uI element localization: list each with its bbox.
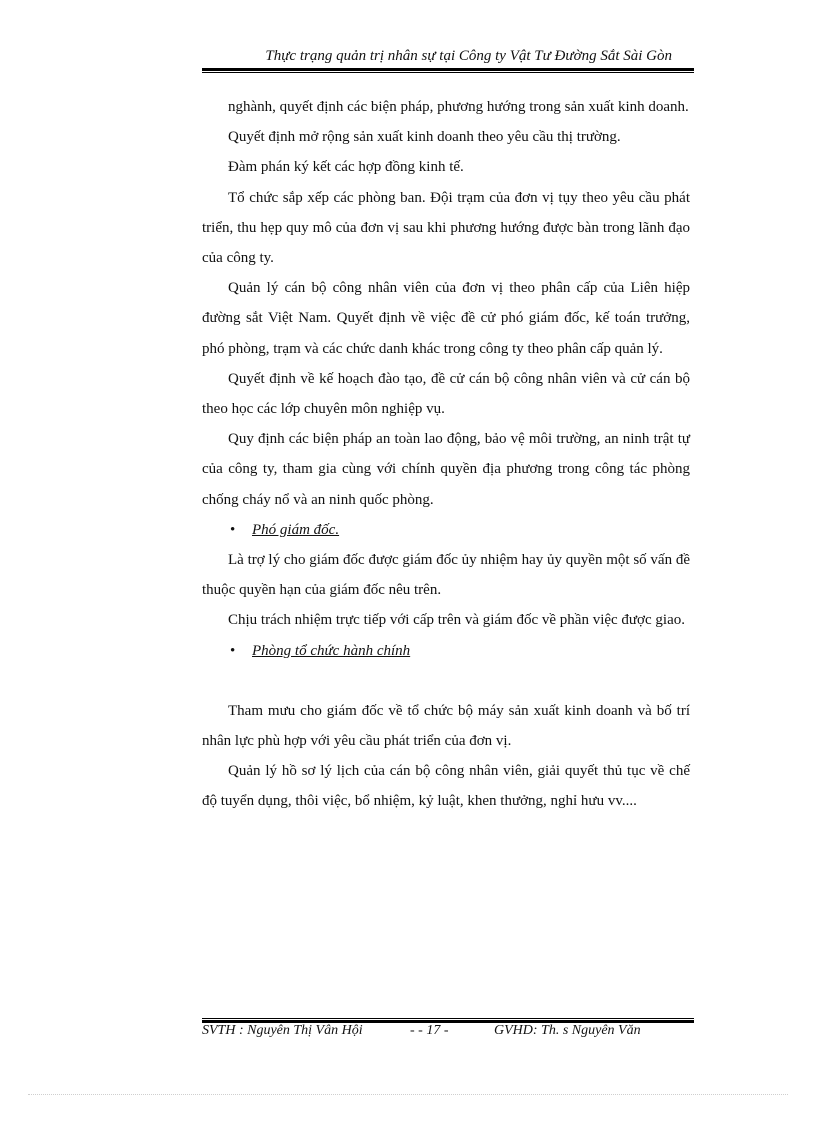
bullet-heading-phong-to-chuc [202, 636, 690, 666]
paragraph: Quản lý cán bộ công nhân viên của đơn vị theo phân cấp của Liên hiệp đường sắt Việt Nam. Quyết định về việc đề cử phó giám đốc, kế toán trưởng, phó phòng, trạm và các chức danh khác trong công ty theo phân cấp quản lý. [202, 280, 690, 357]
page-bottom-divider [28, 1094, 788, 1095]
paragraph: nghành, quyết định các biện pháp, phương hướng trong sản xuất kinh doanh. [228, 99, 689, 115]
paragraph: Đàm phán ký kết các hợp đồng kinh tế. [228, 159, 464, 176]
bullet-icon: • [230, 642, 236, 659]
running-header [202, 46, 694, 66]
heading-label: Phòng tổ chức hành chính [252, 642, 411, 659]
paragraph: Quyết định về kế hoạch đào tạo, đề cử cán bộ công nhân viên và cử cán bộ theo học các lớp chuyên môn nghiệp vụ. [202, 370, 690, 418]
paragraph: Quyết định mở rộng sản xuất kinh doanh theo yêu cầu thị trường. [228, 129, 621, 146]
paragraph: Chịu trách nhiệm trực tiếp với cấp trên và giám đốc về phần việc được giao. [228, 612, 685, 629]
footer-student: SVTH : Nguyên Thị Vân Hội [202, 1023, 363, 1038]
paragraph: Quản lý hồ sơ lý lịch của cán bộ công nhân viên, giải quyết thủ tục về chế độ tuyển dụng, thôi việc, bổ nhiệm, kỷ luật, khen thưởng, nghỉ hưu vv.... [202, 763, 690, 810]
header-title: Thực trạng quản trị nhân sự tại Công ty Vật Tư Đường Sắt Sài Gòn [265, 48, 672, 64]
paragraph: Là trợ lý cho giám đốc được giám đốc ủy nhiệm hay ủy quyền một số vấn đề thuộc quyền hạn của giám đốc nêu trên. [202, 552, 690, 599]
document-body [202, 92, 690, 817]
header-double-rule [202, 68, 694, 73]
bullet-heading-pho-giam-doc [202, 515, 690, 545]
paragraph: Tham mưu cho giám đốc về tổ chức bộ máy sản xuất kinh doanh và bố trí nhân lực phù hợp với yêu cầu phát triển của đơn vị. [202, 702, 690, 750]
footer-page-number: - - 17 - [410, 1023, 449, 1038]
paragraph: Quy định các biện pháp an toàn lao động, bảo vệ môi trường, an ninh trật tự của công ty, tham gia cùng với chính quyền địa phương trong công tác phòng chống cháy nổ và an ninh quốc phòng. [202, 431, 690, 508]
footer-advisor: GVHD: Th. s Nguyên Văn [494, 1023, 641, 1038]
bullet-icon: • [230, 521, 236, 538]
paragraph: Tổ chức sắp xếp các phòng ban. Đội trạm của đơn vị tụy theo yêu cầu phát triển, thu hẹp quy mô của đơn vị sau khi phương hướng được bàn trong lãnh đạo của công ty. [202, 189, 690, 267]
blank-line [202, 666, 690, 696]
heading-label: Phó giám đốc. [252, 521, 340, 538]
